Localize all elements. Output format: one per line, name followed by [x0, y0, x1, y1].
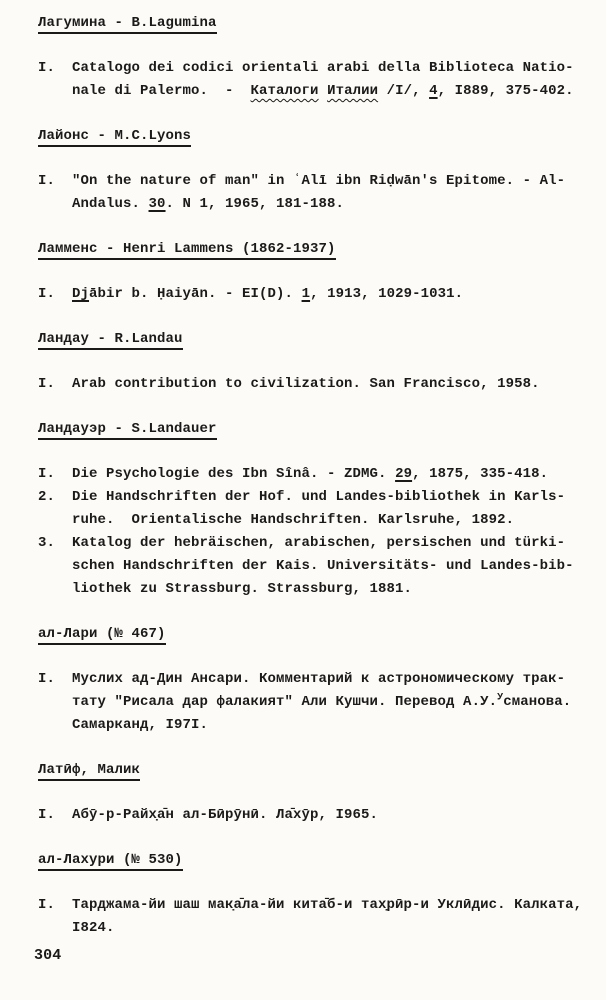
bibliography-section	[38, 238, 588, 306]
bibliography-section	[38, 12, 588, 103]
entry-line	[72, 80, 588, 103]
bibliography-entry	[38, 463, 588, 486]
entry-line	[72, 373, 588, 396]
entry-text-segment: Каталоги	[250, 83, 319, 99]
section-heading	[38, 623, 588, 646]
entry-text-segment: У	[497, 692, 504, 704]
entry-text-segment: ābir b. Ḥaiyān. - EI(D).	[89, 286, 302, 302]
entry-number: 2.	[38, 489, 56, 505]
entry-number: I.	[38, 807, 56, 823]
bibliography-section	[38, 849, 588, 940]
entry-body	[72, 668, 588, 737]
entry-text-segment: 30	[148, 196, 166, 212]
entry-line	[72, 532, 588, 555]
entry-line	[72, 668, 588, 691]
section-heading-text: ал-Лахури (№ 530)	[38, 852, 183, 871]
entry-line	[72, 691, 588, 714]
entry-text-segment: Katalog der hebräischen, arabischen, persischen und türki-	[72, 535, 566, 551]
entry-body	[72, 170, 588, 216]
entry-line	[72, 486, 588, 509]
bibliography-entry	[38, 532, 588, 601]
section-heading-text: ал-Лари (№ 467)	[38, 626, 166, 645]
bibliography-entry	[38, 804, 588, 827]
entry-text-segment: /I/,	[378, 83, 430, 99]
entry-body	[72, 804, 588, 827]
bibliography-entry	[38, 373, 588, 396]
bibliography-entry	[38, 170, 588, 216]
entry-line	[72, 894, 588, 917]
entry-text-segment: Италии	[327, 83, 379, 99]
entry-body	[72, 463, 588, 486]
bibliography-section	[38, 328, 588, 396]
entry-body	[72, 373, 588, 396]
bibliography-section	[38, 125, 588, 216]
section-heading-text: Лагумина - B.Lagumina	[38, 15, 217, 34]
section-heading	[38, 759, 588, 782]
entry-text-segment: "On the nature of man" in ʿAlī ibn Riḍwān's Epitome. - Al-	[72, 173, 566, 189]
entry-body	[72, 486, 588, 532]
entry-text-segment	[319, 83, 328, 99]
entry-text-segment: Andalus.	[72, 196, 149, 212]
entry-number: I.	[38, 466, 56, 482]
entry-line	[72, 57, 588, 80]
bibliography-section	[38, 418, 588, 601]
bibliography-section	[38, 623, 588, 737]
entry-text-segment: . N 1, 1965, 181-188.	[165, 196, 345, 212]
section-heading-text: Латӣф, Малик	[38, 762, 140, 781]
entry-text-segment: Catalogo dei codici orientali arabi della Biblioteca Natio-	[72, 60, 574, 76]
entry-text-segment: 4	[429, 83, 438, 99]
entry-number: I.	[38, 173, 56, 189]
section-heading-text: Лайонс - M.C.Lyons	[38, 128, 191, 147]
entry-text-segment: тату "Рисала дар фалакият" Али Кушчи. Перевод А.У.	[72, 694, 498, 710]
bibliography-section	[38, 759, 588, 827]
entry-text-segment: Die Psychologie des Ibn Sînâ. - ZDMG.	[72, 466, 396, 482]
entry-line	[72, 578, 588, 601]
entry-number: I.	[38, 897, 56, 913]
entry-text-segment: 29	[395, 466, 413, 482]
section-heading	[38, 418, 588, 441]
section-heading	[38, 12, 588, 35]
entry-body	[72, 283, 588, 306]
entry-text-segment: Тарджама-йи шаш мак̣а̄ла-йи кита̄б-и тах̣рӣр-и Уклӣдис. Калката,	[72, 897, 583, 913]
section-heading-text: Ландау - R.Landau	[38, 331, 183, 350]
entry-text-segment: liothek zu Strassburg. Strassburg, 1881.	[72, 581, 413, 597]
entry-number: I.	[38, 286, 56, 302]
bibliography-entry	[38, 283, 588, 306]
entry-text-segment: ruhe. Orientalische Handschriften. Karlsruhe, 1892.	[72, 512, 515, 528]
entry-line	[72, 555, 588, 578]
entry-text-segment: Муслих ад-Дин Ансари. Комментарий к астрономическому трак-	[72, 671, 566, 687]
entry-number: I.	[38, 60, 56, 76]
section-heading-text: Ландауэр - S.Landauer	[38, 421, 217, 440]
entry-text-segment: nale di Palermo. -	[72, 83, 251, 99]
entry-text-segment: I824.	[72, 920, 115, 936]
section-heading-text: Ламменс - Henri Lammens (1862-1937)	[38, 241, 336, 260]
entry-number: I.	[38, 376, 56, 392]
bibliography-entry	[38, 668, 588, 737]
bibliography-entry	[38, 894, 588, 940]
section-heading	[38, 238, 588, 261]
sections	[38, 12, 588, 940]
entry-line	[72, 283, 588, 306]
entry-text-segment: Dj	[72, 286, 90, 302]
entry-text-segment: , 1913, 1029-1031.	[310, 286, 464, 302]
entry-line	[72, 804, 588, 827]
entry-body	[72, 894, 588, 940]
section-heading	[38, 125, 588, 148]
entry-body	[72, 57, 588, 103]
bibliography-entry	[38, 57, 588, 103]
entry-text-segment: сманова.	[503, 694, 572, 710]
entry-text-segment: , 1875, 335-418.	[412, 466, 549, 482]
entry-number: I.	[38, 671, 56, 687]
entry-text-segment: 1	[301, 286, 311, 302]
entry-text-segment: Die Handschriften der Hof. und Landes-bibliothek in Karls-	[72, 489, 566, 505]
entry-line	[72, 463, 588, 486]
entry-number: 3.	[38, 535, 56, 551]
entry-line	[72, 509, 588, 532]
page-number: 304	[34, 947, 62, 964]
entry-text-segment: , I889, 375-402.	[437, 83, 574, 99]
entry-body	[72, 532, 588, 601]
entry-text-segment: Абӯ-р-Райх̣а̄н ал-Бӣрӯнӣ. Ла̄хӯр, I965.	[72, 807, 379, 823]
entry-line	[72, 170, 588, 193]
entry-text-segment: Arab contribution to civilization. San Francisco, 1958.	[72, 376, 540, 392]
bibliography-entry	[38, 486, 588, 532]
entry-text-segment: schen Handschriften der Kais. Universitäts- und Landes-bib-	[72, 558, 574, 574]
entry-line	[72, 193, 588, 216]
section-heading	[38, 328, 588, 351]
entry-line	[72, 917, 588, 940]
entry-line	[72, 714, 588, 737]
entry-text-segment: Самарканд, I97I.	[72, 717, 209, 733]
section-heading	[38, 849, 588, 872]
